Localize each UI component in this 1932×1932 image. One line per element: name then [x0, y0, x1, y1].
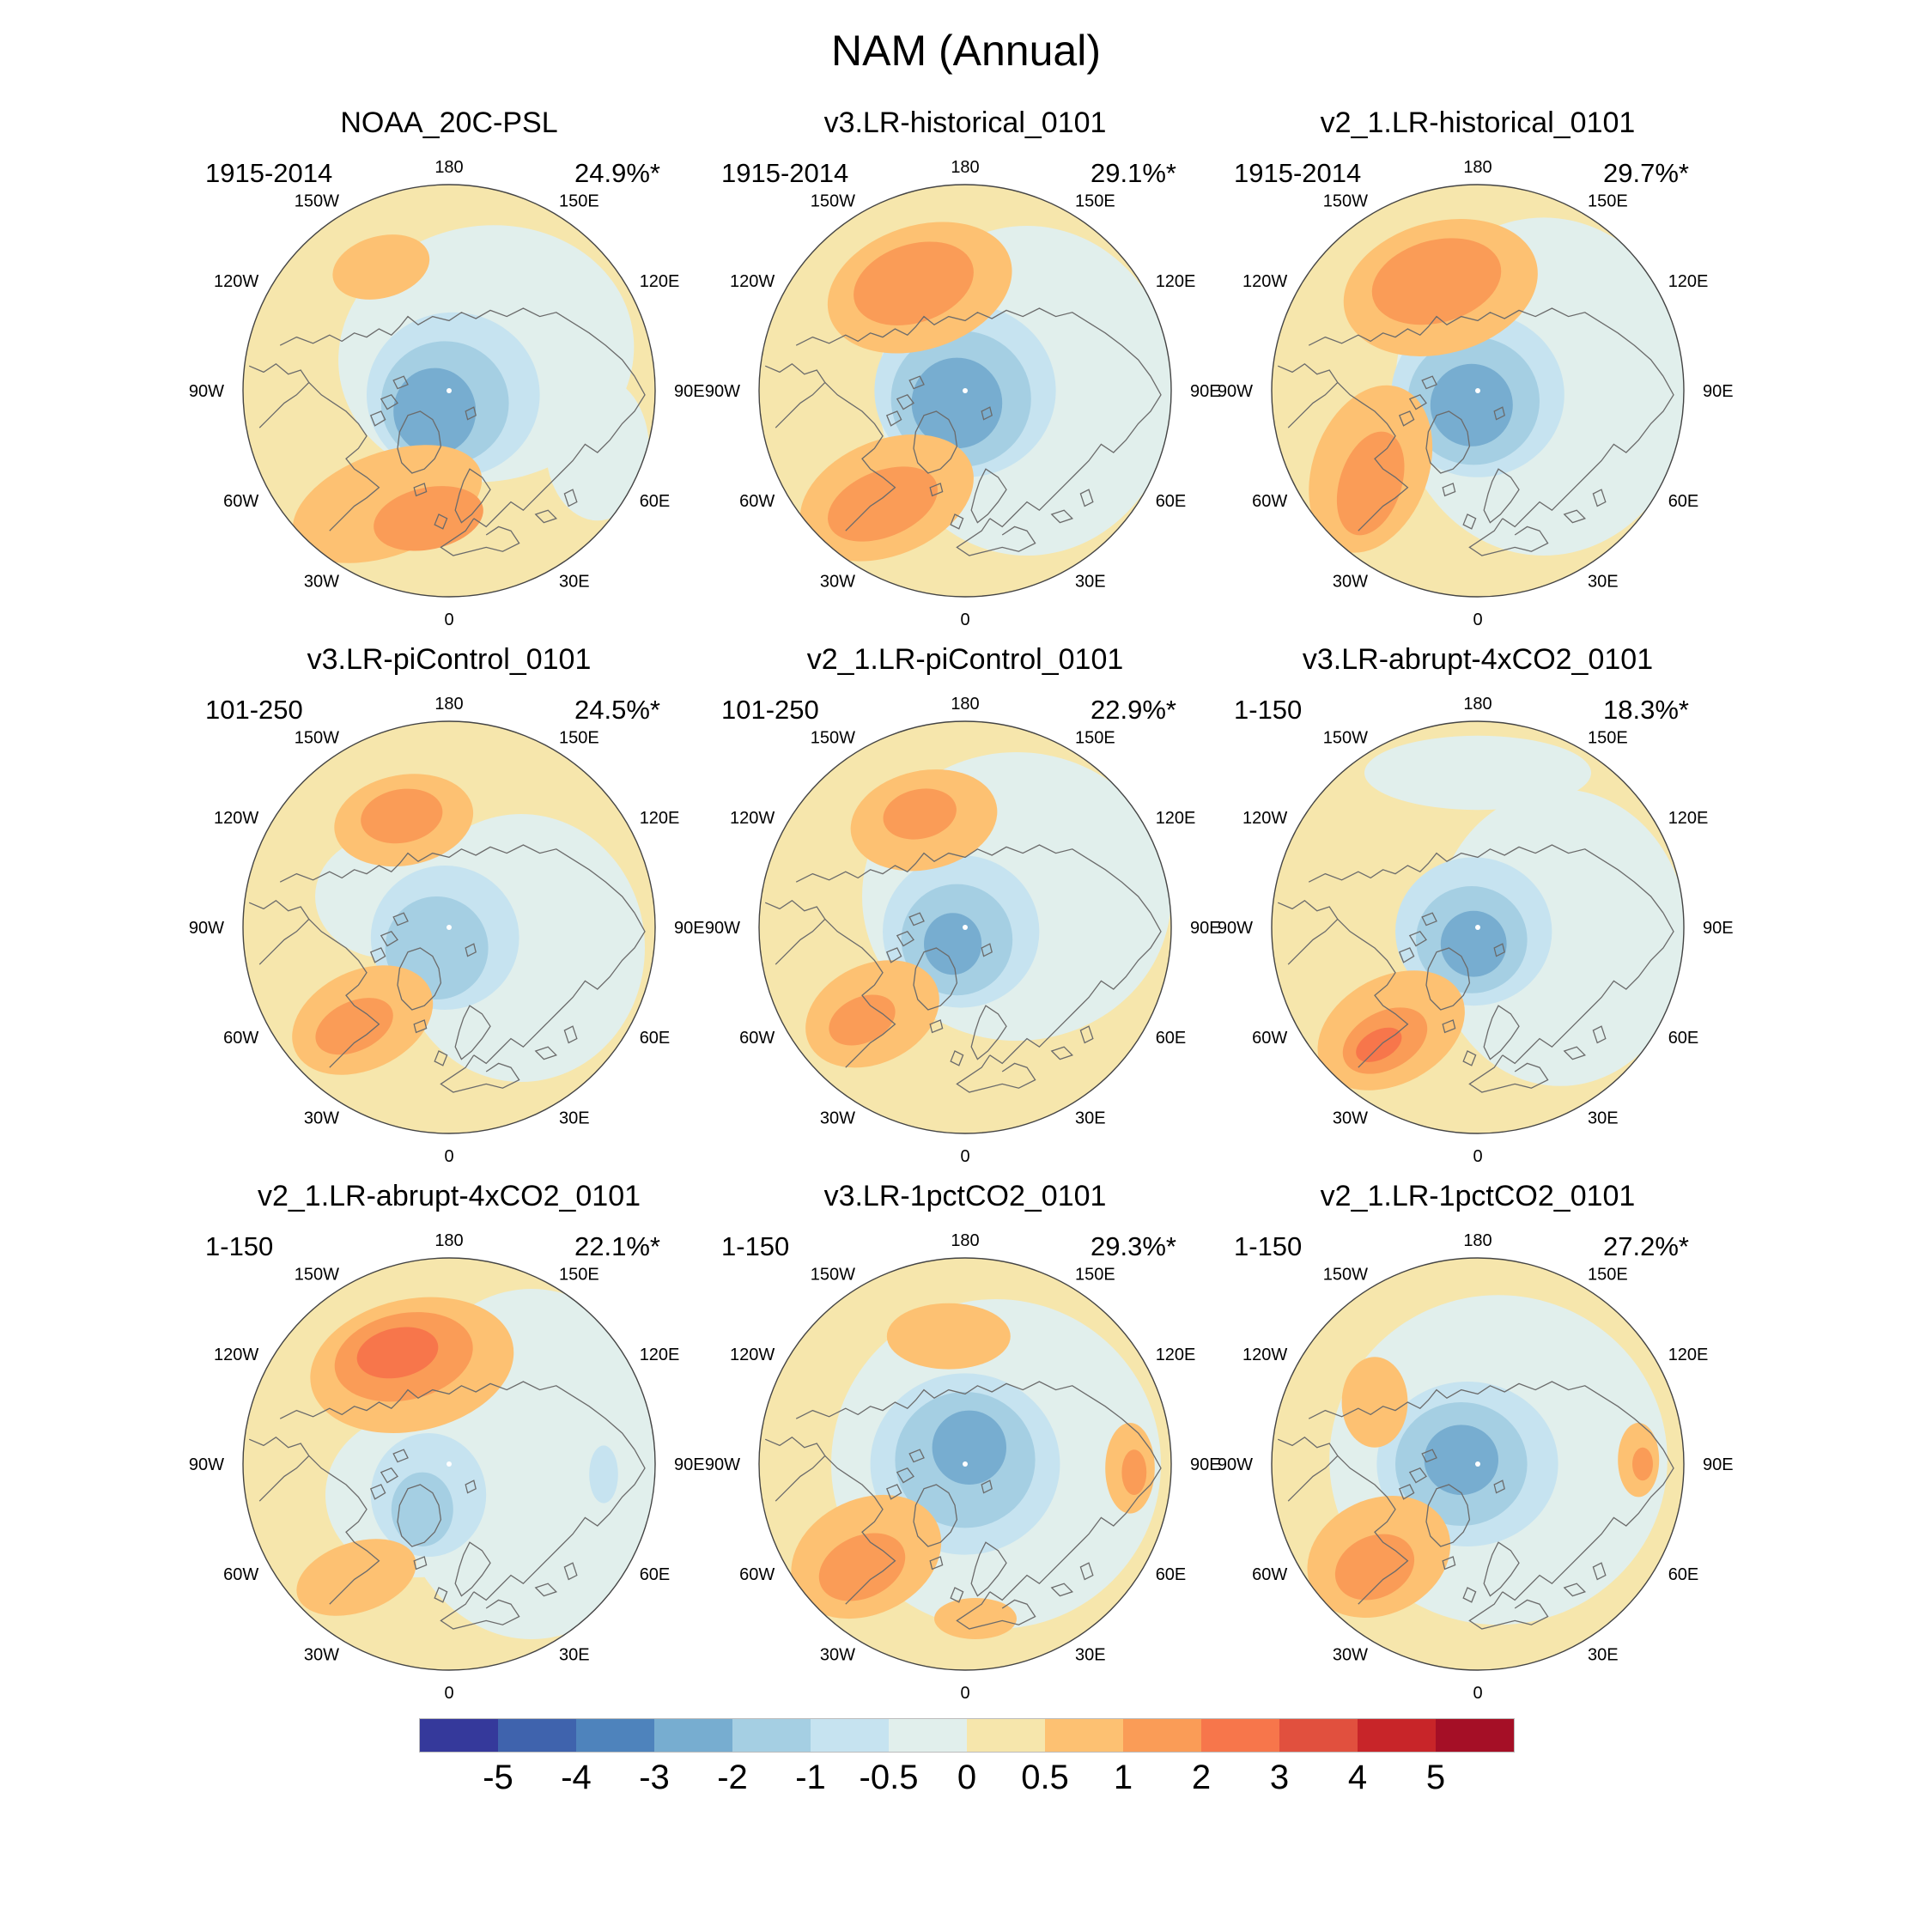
- longitude-label: 30W: [1332, 1645, 1368, 1665]
- longitude-label: 150W: [294, 1265, 339, 1285]
- longitude-label: 180: [951, 695, 980, 714]
- longitude-label: 30W: [819, 1109, 855, 1128]
- longitude-label: 120W: [214, 272, 259, 291]
- longitude-label: 150W: [810, 191, 855, 211]
- longitude-label: 150E: [1588, 728, 1628, 748]
- pole-dot: [963, 388, 968, 393]
- longitude-label: 90W: [188, 919, 224, 938]
- colorbar-tick-label: -5: [483, 1759, 513, 1796]
- polar-map: [1217, 683, 1734, 1166]
- longitude-label: 150E: [559, 191, 599, 211]
- colorbar-tick-labels: [420, 1759, 1514, 1801]
- colorbar-tick-label: 4: [1347, 1759, 1368, 1796]
- longitude-label: 180: [434, 695, 464, 714]
- colorbar-tick-label: 0.5: [1021, 1759, 1069, 1796]
- longitude-label: 60W: [739, 1029, 775, 1048]
- longitude-label: 30W: [819, 1645, 855, 1665]
- longitude-label: 60W: [739, 492, 775, 511]
- longitude-label: 0: [1473, 1147, 1483, 1166]
- colorbar-segment: [1358, 1719, 1436, 1752]
- polar-map: [188, 683, 705, 1166]
- longitude-label: 60E: [1668, 1029, 1699, 1048]
- panel-title: v3.LR-piControl_0101: [307, 643, 592, 676]
- longitude-label: 90W: [1217, 919, 1253, 938]
- longitude-label: 120E: [1668, 809, 1709, 828]
- longitude-label: 90E: [1190, 1455, 1221, 1474]
- longitude-label: 150E: [1075, 728, 1115, 748]
- panel-variance-label: 29.7%*: [1603, 158, 1689, 188]
- longitude-label: 150E: [559, 1265, 599, 1285]
- longitude-label: 90E: [674, 919, 705, 938]
- longitude-label: 120E: [1155, 1346, 1196, 1364]
- pole-dot: [447, 1461, 452, 1467]
- longitude-label: 30E: [559, 1109, 590, 1128]
- longitude-label: 120W: [730, 809, 775, 828]
- longitude-label: 30E: [1075, 1109, 1106, 1128]
- colorbar-tick-label: 5: [1425, 1759, 1446, 1796]
- map-panel: [188, 94, 705, 631]
- longitude-label: 30E: [1588, 1645, 1619, 1665]
- longitude-label: 120W: [214, 1346, 259, 1364]
- longitude-label: 60E: [1155, 1029, 1187, 1048]
- panel-period-label: 1915-2014: [205, 158, 333, 188]
- longitude-label: 60E: [1155, 1565, 1187, 1584]
- longitude-label: 0: [960, 611, 970, 629]
- longitude-label: 30E: [559, 1645, 590, 1665]
- panel-title: v3.LR-abrupt-4xCO2_0101: [1302, 643, 1654, 676]
- colorbar-tick-label: 2: [1191, 1759, 1212, 1796]
- longitude-label: 0: [960, 1684, 970, 1703]
- colorbar-tick-label: -3: [639, 1759, 670, 1796]
- longitude-label: 30W: [303, 1109, 339, 1128]
- longitude-label: 150E: [559, 728, 599, 748]
- longitude-label: 120W: [1242, 1346, 1288, 1364]
- map-field: [243, 1258, 671, 1670]
- colorbar: [420, 1719, 1514, 1752]
- polar-map: [704, 146, 1221, 629]
- longitude-label: 120E: [639, 272, 680, 291]
- longitude-label: 30W: [303, 572, 339, 592]
- longitude-label: 0: [444, 611, 454, 629]
- colorbar-tick-label: 1: [1113, 1759, 1133, 1796]
- longitude-label: 60W: [1252, 1029, 1288, 1048]
- colorbar-segment: [811, 1719, 889, 1752]
- panel-title: v2_1.LR-piControl_0101: [806, 643, 1124, 676]
- colorbar-tick-label: -4: [561, 1759, 592, 1796]
- longitude-label: 60E: [639, 1565, 671, 1584]
- longitude-label: 120W: [1242, 809, 1288, 828]
- panel-period-label: 1915-2014: [721, 158, 849, 188]
- longitude-label: 150W: [1322, 1265, 1368, 1285]
- panel-title: v2_1.LR-historical_0101: [1320, 106, 1636, 139]
- longitude-label: 90E: [1190, 382, 1221, 401]
- longitude-label: 90E: [674, 1455, 705, 1474]
- longitude-label: 90W: [188, 1455, 224, 1474]
- longitude-label: 180: [1463, 695, 1492, 714]
- longitude-label: 60E: [1668, 492, 1699, 511]
- longitude-label: 60W: [1252, 1565, 1288, 1584]
- longitude-label: 60E: [639, 492, 671, 511]
- longitude-label: 60W: [223, 492, 259, 511]
- polar-map: [188, 146, 705, 629]
- longitude-label: 0: [444, 1684, 454, 1703]
- longitude-label: 120W: [214, 809, 259, 828]
- map-panel: [188, 631, 705, 1168]
- panel-title: NOAA_20C-PSL: [340, 106, 558, 139]
- longitude-label: 60W: [739, 1565, 775, 1584]
- longitude-label: 90E: [1190, 919, 1221, 938]
- colorbar-segment: [654, 1719, 732, 1752]
- longitude-label: 180: [951, 158, 980, 177]
- longitude-label: 150E: [1075, 1265, 1115, 1285]
- panel-variance-label: 27.2%*: [1603, 1231, 1689, 1261]
- longitude-label: 30W: [303, 1645, 339, 1665]
- panel-variance-label: 24.9%*: [574, 158, 660, 188]
- panel-variance-label: 24.5%*: [574, 695, 660, 725]
- panel-period-label: 1-150: [205, 1231, 274, 1261]
- map-panel: [188, 1168, 705, 1704]
- colorbar-segment: [1201, 1719, 1279, 1752]
- colorbar-tick-label: -0.5: [859, 1759, 919, 1796]
- longitude-label: 150W: [294, 728, 339, 748]
- colorbar-segment: [1279, 1719, 1358, 1752]
- panel-variance-label: 22.1%*: [574, 1231, 660, 1261]
- panel-variance-label: 29.3%*: [1091, 1231, 1176, 1261]
- longitude-label: 90E: [674, 382, 705, 401]
- longitude-label: 150W: [294, 191, 339, 211]
- longitude-label: 0: [1473, 1684, 1483, 1703]
- colorbar-segment: [1045, 1719, 1123, 1752]
- longitude-label: 60W: [223, 1029, 259, 1048]
- longitude-label: 120E: [639, 1346, 680, 1364]
- map-panel: [704, 631, 1221, 1168]
- longitude-label: 30E: [1075, 1645, 1106, 1665]
- panel-variance-label: 18.3%*: [1603, 695, 1689, 725]
- longitude-label: 150E: [1588, 191, 1628, 211]
- longitude-label: 150W: [1322, 191, 1368, 211]
- panel-period-label: 1915-2014: [1234, 158, 1362, 188]
- longitude-label: 120E: [639, 809, 680, 828]
- longitude-label: 180: [1463, 1231, 1492, 1250]
- longitude-label: 60W: [1252, 492, 1288, 511]
- colorbar-segment: [420, 1719, 498, 1752]
- longitude-label: 30E: [559, 572, 590, 592]
- panel-variance-label: 29.1%*: [1091, 158, 1176, 188]
- longitude-label: 30E: [1588, 572, 1619, 592]
- pole-dot: [963, 1461, 968, 1467]
- panel-variance-label: 22.9%*: [1091, 695, 1176, 725]
- polar-map: [1217, 146, 1734, 629]
- longitude-label: 60W: [223, 1565, 259, 1584]
- map-panel: [1217, 1168, 1734, 1704]
- panel-period-label: 1-150: [1234, 695, 1303, 725]
- colorbar-tick-label: 3: [1269, 1759, 1290, 1796]
- pole-dot: [447, 925, 452, 930]
- map-panel: [1217, 94, 1734, 631]
- longitude-label: 180: [1463, 158, 1492, 177]
- longitude-label: 180: [434, 158, 464, 177]
- longitude-label: 180: [951, 1231, 980, 1250]
- colorbar-segment: [1123, 1719, 1201, 1752]
- map-panel: [704, 1168, 1221, 1704]
- longitude-label: 30W: [1332, 1109, 1368, 1128]
- longitude-label: 90W: [188, 382, 224, 401]
- colorbar-segment: [967, 1719, 1045, 1752]
- longitude-label: 150W: [810, 728, 855, 748]
- colorbar-segment: [498, 1719, 576, 1752]
- polar-map: [1217, 1219, 1734, 1703]
- pole-dot: [1475, 925, 1480, 930]
- longitude-label: 90W: [1217, 1455, 1253, 1474]
- longitude-label: 30E: [1588, 1109, 1619, 1128]
- longitude-label: 120E: [1155, 809, 1196, 828]
- panel-title: v3.LR-historical_0101: [823, 106, 1107, 139]
- longitude-label: 90W: [704, 919, 740, 938]
- longitude-label: 30W: [1332, 572, 1368, 592]
- pole-dot: [1475, 1461, 1480, 1467]
- longitude-label: 90E: [1703, 382, 1734, 401]
- panel-period-label: 1-150: [721, 1231, 790, 1261]
- longitude-label: 90E: [1703, 919, 1734, 938]
- longitude-label: 180: [434, 1231, 464, 1250]
- longitude-label: 120W: [730, 272, 775, 291]
- longitude-label: 30E: [1075, 572, 1106, 592]
- colorbar-tick-label: -1: [795, 1759, 826, 1796]
- longitude-label: 120W: [730, 1346, 775, 1364]
- longitude-label: 120E: [1668, 1346, 1709, 1364]
- colorbar-segment: [732, 1719, 811, 1752]
- panel-period-label: 101-250: [205, 695, 303, 725]
- longitude-label: 0: [960, 1147, 970, 1166]
- longitude-label: 150E: [1075, 191, 1115, 211]
- longitude-label: 60E: [639, 1029, 671, 1048]
- longitude-label: 0: [444, 1147, 454, 1166]
- polar-map: [704, 1219, 1221, 1703]
- map-field: [1272, 185, 1692, 597]
- colorbar-segment: [889, 1719, 967, 1752]
- colorbar-tick-label: 0: [957, 1759, 977, 1796]
- map-panel: [704, 94, 1221, 631]
- longitude-label: 150W: [810, 1265, 855, 1285]
- longitude-label: 60E: [1155, 492, 1187, 511]
- longitude-label: 90W: [1217, 382, 1253, 401]
- pole-dot: [963, 925, 968, 930]
- panel-title: v2_1.LR-1pctCO2_0101: [1320, 1180, 1636, 1212]
- polar-map: [704, 683, 1221, 1166]
- longitude-label: 90E: [1703, 1455, 1734, 1474]
- longitude-label: 150E: [1588, 1265, 1628, 1285]
- longitude-label: 120E: [1155, 272, 1196, 291]
- pole-dot: [1475, 388, 1480, 393]
- longitude-label: 0: [1473, 611, 1483, 629]
- longitude-label: 90W: [704, 382, 740, 401]
- map-panel: [1217, 631, 1734, 1168]
- polar-map: [188, 1219, 705, 1703]
- longitude-label: 120E: [1668, 272, 1709, 291]
- longitude-label: 120W: [1242, 272, 1288, 291]
- panel-title: v3.LR-1pctCO2_0101: [823, 1180, 1107, 1212]
- longitude-label: 150W: [1322, 728, 1368, 748]
- colorbar-tick-label: -2: [717, 1759, 748, 1796]
- panel-period-label: 101-250: [721, 695, 819, 725]
- pole-dot: [447, 388, 452, 393]
- longitude-label: 60E: [1668, 1565, 1699, 1584]
- panel-period-label: 1-150: [1234, 1231, 1303, 1261]
- longitude-label: 30W: [819, 572, 855, 592]
- longitude-label: 90W: [704, 1455, 740, 1474]
- panel-title: v2_1.LR-abrupt-4xCO2_0101: [257, 1180, 641, 1212]
- colorbar-segment: [576, 1719, 654, 1752]
- colorbar-segment: [1436, 1719, 1514, 1752]
- figure-title: NAM (Annual): [831, 27, 1101, 75]
